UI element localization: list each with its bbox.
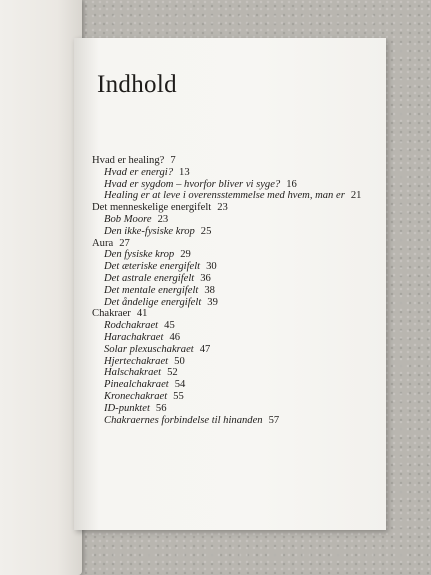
toc-entry-page: 47 — [199, 343, 211, 355]
toc-entry-title: Det astrale energifelt — [104, 272, 195, 284]
toc-entry — [92, 367, 382, 379]
toc-entry-title: Det æteriske energifelt — [104, 261, 201, 273]
toc-entry — [92, 297, 382, 309]
toc-entry — [92, 415, 382, 427]
table-of-contents — [92, 155, 382, 426]
toc-entry-page: 7 — [170, 155, 176, 166]
toc-entry — [92, 202, 382, 214]
toc-entry — [92, 285, 382, 297]
toc-entry-title: Det åndelige energifelt — [104, 296, 202, 308]
left-page — [0, 0, 82, 575]
toc-entry — [92, 179, 382, 191]
toc-entry-title: Det mentale energifelt — [104, 284, 199, 296]
toc-entry — [92, 261, 382, 273]
toc-entry-page: 27 — [119, 237, 130, 249]
toc-entry-title: Chakraer — [92, 308, 131, 320]
toc-entry-title: Aura — [92, 237, 114, 249]
toc-entry — [92, 403, 382, 415]
toc-entry-page: 55 — [173, 390, 184, 402]
toc-entry-page: 46 — [169, 331, 181, 343]
toc-entry-title: Bob Moore — [104, 213, 152, 225]
toc-entry-page: 45 — [164, 320, 175, 332]
toc-entry-page: 54 — [174, 379, 186, 391]
toc-entry — [92, 379, 382, 391]
toc-entry — [92, 273, 382, 285]
toc-entry-title: Halschakraet — [104, 367, 162, 379]
toc-entry — [92, 344, 382, 356]
toc-entry-title: Den ikke-fysiske krop — [104, 225, 195, 237]
toc-entry-title: ID-punktet — [104, 402, 150, 414]
toc-entry — [92, 356, 382, 368]
toc-entry — [92, 167, 382, 179]
toc-entry — [92, 155, 382, 167]
toc-entry-page: 16 — [286, 178, 297, 190]
toc-entry — [92, 226, 382, 238]
toc-entry-page: 21 — [350, 190, 362, 202]
toc-entry-title: Rodchakraet — [104, 320, 159, 332]
toc-entry-title: Healing er at leve i overensstemmelse med hvem, man er — [104, 190, 345, 202]
toc-entry-page: 25 — [200, 225, 212, 237]
toc-entry-page: 52 — [167, 367, 178, 379]
toc-entry — [92, 332, 382, 344]
toc-entry-page: 38 — [204, 284, 215, 296]
toc-entry-page: 23 — [217, 202, 228, 214]
toc-entry-title: Hvad er energi? — [104, 166, 174, 178]
toc-entry-title: Harachakraet — [104, 331, 164, 343]
toc-entry — [92, 190, 382, 202]
toc-entry-page: 50 — [174, 355, 185, 367]
toc-entry-page: 13 — [179, 166, 190, 178]
toc-entry — [92, 391, 382, 403]
toc-entry-page: 36 — [200, 272, 211, 284]
toc-entry — [92, 308, 382, 320]
toc-entry-title: Hjertechakraet — [104, 355, 169, 367]
toc-entry-title: Pinealchakraet — [104, 379, 169, 391]
toc-entry-title: Kronechakraet — [104, 390, 168, 402]
page-title: Indhold — [97, 71, 177, 98]
toc-entry — [92, 214, 382, 226]
toc-entry-title: Chakraernes forbindelse til hinanden — [104, 414, 263, 426]
toc-entry-page: 56 — [155, 402, 167, 414]
toc-entry-page: 41 — [136, 308, 148, 320]
toc-entry-page: 23 — [157, 213, 169, 225]
toc-entry — [92, 249, 382, 261]
toc-entry-title: Hvad er sygdom – hvorfor bliver vi syge? — [104, 178, 281, 190]
toc-entry-page: 57 — [268, 414, 280, 426]
toc-entry-title: Solar plexuschakraet — [104, 343, 194, 355]
toc-entry — [92, 238, 382, 250]
toc-entry-page: 30 — [206, 261, 217, 273]
toc-entry — [92, 320, 382, 332]
toc-entry-title: Det menneskelige energifelt — [92, 202, 212, 214]
toc-entry-title: Den fysiske krop — [104, 249, 175, 261]
toc-entry-title: Hvad er healing? — [92, 155, 165, 166]
toc-entry-page: 39 — [207, 296, 218, 308]
toc-entry-page: 29 — [180, 249, 191, 261]
